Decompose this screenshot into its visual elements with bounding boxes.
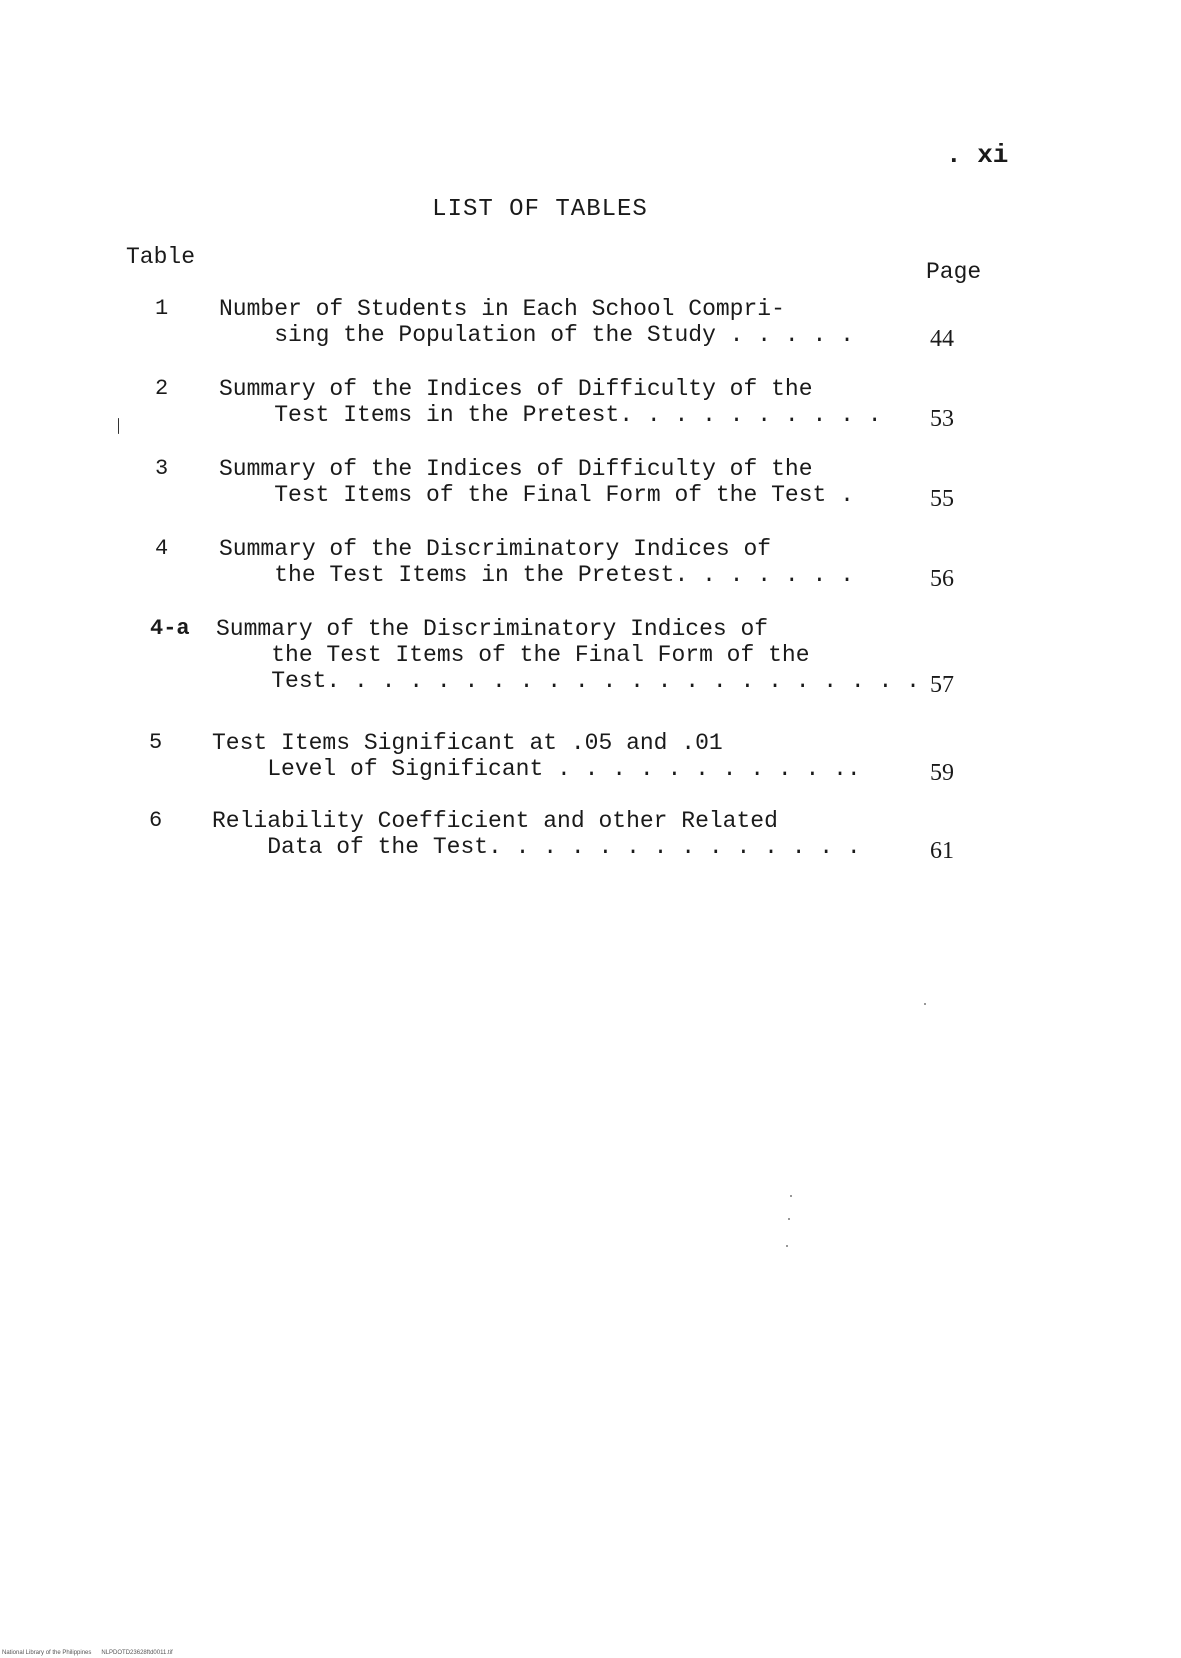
scan-footer: National Library of the Philippines NLPDOTD23628ftd0011.tif xyxy=(2,1650,173,1656)
entry-page: 56 xyxy=(930,566,954,592)
page-title: LIST OF TABLES xyxy=(432,196,648,223)
entry-title-line: Summary of the Indices of Difficulty of the xyxy=(219,376,813,402)
entry-page: 44 xyxy=(930,326,954,352)
entry-number: 4 xyxy=(155,536,169,561)
page-number: . xi xyxy=(946,140,1009,170)
entry-title-line: Test. . . . . . . . . . . . . . . . . . . . . . xyxy=(216,668,920,694)
scan-speck xyxy=(788,1218,790,1220)
entry-number: 2 xyxy=(155,376,169,401)
entry-title-line: the Test Items of the Final Form of the xyxy=(216,642,810,668)
entry-title-line: Summary of the Indices of Difficulty of the xyxy=(219,456,813,482)
entry-title-line: Test Items in the Pretest. . . . . . . . . . xyxy=(219,402,882,428)
entry-number: 3 xyxy=(155,456,169,481)
entry-title-line: Number of Students in Each School Compri- xyxy=(219,296,785,322)
entry-number: 1 xyxy=(155,296,169,321)
entry-title-line: Test Items Significant at .05 and .01 xyxy=(212,730,723,756)
entry-title-line: the Test Items in the Pretest. . . . . . . xyxy=(219,562,854,588)
entry-title-line: Summary of the Discriminatory Indices of xyxy=(216,616,769,642)
entry-title-line: Test Items of the Final Form of the Test . xyxy=(219,482,854,508)
page-column-header: Page xyxy=(926,259,982,285)
entry-title-line: Summary of the Discriminatory Indices of xyxy=(219,536,772,562)
entry-number: 4-a xyxy=(150,616,190,641)
entry-page: 55 xyxy=(930,486,954,512)
entry-page: 61 xyxy=(930,838,954,864)
scan-speck xyxy=(118,418,119,434)
entry-title-line: sing the Population of the Study . . . . . xyxy=(219,322,854,348)
entry-title-line: Level of Significant . . . . . . . . . . .. xyxy=(212,756,861,782)
entry-title-line: Data of the Test. . . . . . . . . . . . . . xyxy=(212,834,861,860)
table-column-header: Table xyxy=(126,244,196,270)
entry-page: 59 xyxy=(930,760,954,786)
scan-speck xyxy=(786,1245,788,1247)
entry-number: 6 xyxy=(149,808,163,833)
scan-speck xyxy=(924,1003,926,1005)
entry-title-line: Reliability Coefficient and other Related xyxy=(212,808,778,834)
entry-number: 5 xyxy=(149,730,163,755)
entry-page: 57 xyxy=(930,672,954,698)
scan-speck xyxy=(790,1195,792,1197)
entry-page: 53 xyxy=(930,406,954,432)
